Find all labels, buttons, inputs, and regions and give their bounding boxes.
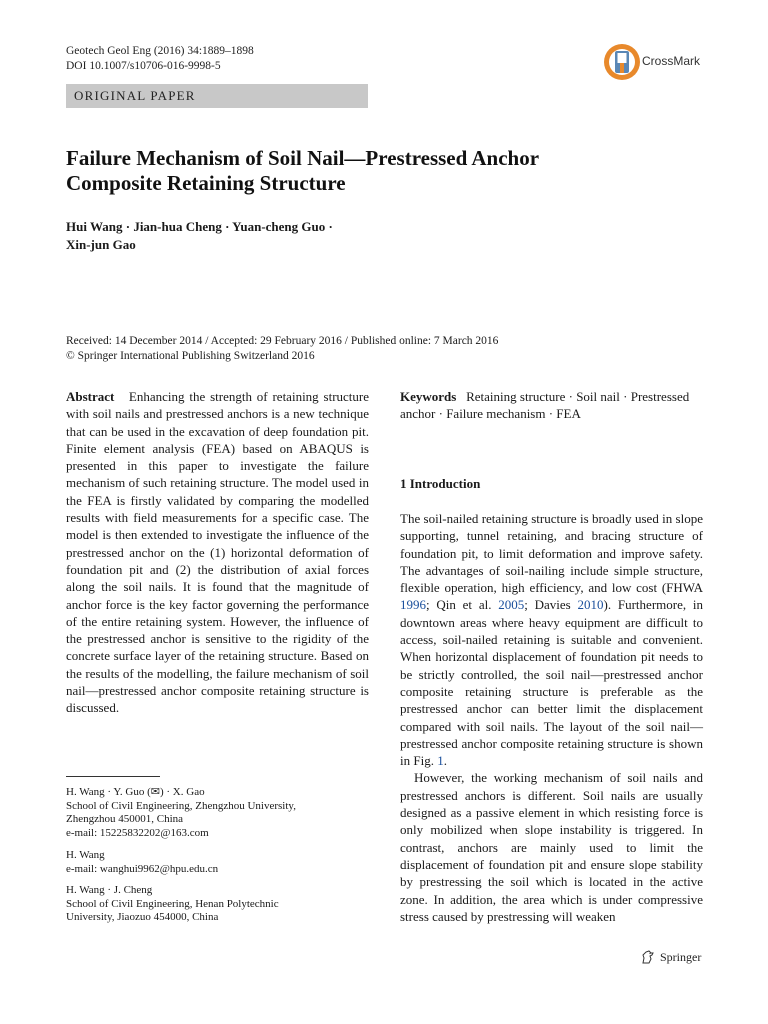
affiliation-email[interactable]: e-mail: wanghui9962@hpu.edu.cn [66,862,219,875]
affiliation-3 [66,884,369,925]
affiliation-names: H. Wang · J. Cheng [66,884,153,896]
citation-link-fhwa[interactable]: 1996 [400,597,426,613]
citation-link-qin[interactable]: 2005 [498,597,525,613]
journal-citation: Geotech Geol Eng (2016) 34:1889–1898 [66,45,254,57]
crossmark-label: CrossMark [642,54,701,68]
copyright-notice: © Springer International Publishing Switzerland 2016 [66,350,315,362]
publication-dates [66,334,626,364]
intro-text-segment: ; Qin et al. [426,597,499,613]
crossmark-icon [602,42,642,82]
footnote-divider [66,776,160,777]
abstract-label: Abstract [66,389,115,404]
keywords-text: Retaining structure · Soil nail · Prestressed anchor · Failure mechanism · FEA [400,389,690,422]
citation-link-davies[interactable]: 2010 [577,597,604,613]
springer-footer [640,948,720,968]
introduction-body [400,510,703,925]
affiliation-line: School of Civil Engineering, Zhengzhou University, [66,799,296,812]
affiliation-names: H. Wang [66,849,105,861]
paper-type-label: ORIGINAL PAPER [74,88,196,103]
affiliation-names: H. Wang · Y. Guo (✉) · X. Gao [66,786,205,798]
affiliation-line: University, Jiaozuo 454000, China [66,911,219,923]
affiliation-line: School of Civil Engineering, Henan Polytechnic [66,897,279,910]
affiliation-email[interactable]: e-mail: 15225832202@163.com [66,826,209,839]
affiliation-line: Zhengzhou 450001, China [66,813,184,825]
intro-text-segment: . [443,753,447,769]
paper-type-bar [66,84,368,108]
springer-horse-icon [640,949,656,965]
doi-link[interactable]: DOI 10.1007/s10706-016-9998-5 [66,60,221,72]
authors-line-1: Hui Wang · Jian-hua Cheng · Yuan-cheng Guo · [66,219,333,234]
intro-text-segment: ; Davies [524,597,578,613]
abstract-text: Enhancing the strength of retaining structure with soil nails and prestressed anchors is a new technique that can be used in the excavation of deep foundation pit. Finite element analysis (FEA) based on ABAQUS is presented in this paper to investigate the failure mechanism of such retaining structure. The model used in the FEA is firstly validated by comparing the modelled results with field measurements for a specific case. The model is then extended to investigate the influence of the prestressed anchor on the (1) horizontal deformation of foundation pit and (2) the distribution of axial forces along the soil nails. It is found that the magnitude of anchor force is the key factor governing the performance of the entire retaining system. However, the influence of the prestressed anchor is sensitive to the rigidity of the concrete surface layer of the retaining structure. Based on the results of the modelling, the failure mechanism of soil nail—prestressed anchor composite retaining structure is discussed. [66,389,370,716]
author-list [66,218,396,254]
intro-text-segment: ). Furthermore, in downtown areas where heavy equipment are difficult to access, soil-nailed retaining is suitable and convenient. When horizontal displacement of foundation pit needs to be strictly controlled, the soil nail—prestressed anchor composite retaining structure is preferable as the prestressed anchor can better limit the displacement compared with soil nails. The layout of the soil nail—prestressed anchor composite retaining structure is shown in Fig. [400,597,703,769]
affiliation-1 [66,786,369,840]
keywords-label: Keywords [400,389,457,404]
affiliation-2 [66,849,369,876]
section-heading-introduction: 1 Introduction [400,476,481,491]
figure-link-1[interactable]: 1 [437,753,444,769]
intro-text-segment: The soil-nailed retaining structure is broadly used in slope supporting, tunnel retaining, and bracing structure of foundation pit, to limit deformation and improve safety. The advantages of soil-nailing include simple structure, flexible operation, high efficiency, and low cost (FHWA [400,511,703,596]
crossmark-badge[interactable] [602,42,712,82]
paper-title: Failure Mechanism of Soil Nail—Prestressed Anchor Composite Retaining Structure [66,146,539,195]
abstract-block [66,388,369,717]
authors-line-2: Xin-jun Gao [66,237,136,252]
introduction-paragraph-1 [400,510,703,769]
introduction-paragraph-2: However, the working mechanism of soil nails and prestressed anchors is different. Soil nails are usually designed as a passive element in which resisting force is only mobilized when slope instability is triggered. In contrast, anchors are mainly used to limit the displacement of foundation pit and ensure slope stability by prestressing the soil which is located in the active zone. In addition, the area which is under compressive stress caused by prestressing will weaken [400,770,703,924]
springer-label: Springer [660,950,702,964]
keywords-block [400,388,703,423]
received-accepted-published: Received: 14 December 2014 / Accepted: 29 February 2016 / Published online: 7 March 2016 [66,335,499,347]
